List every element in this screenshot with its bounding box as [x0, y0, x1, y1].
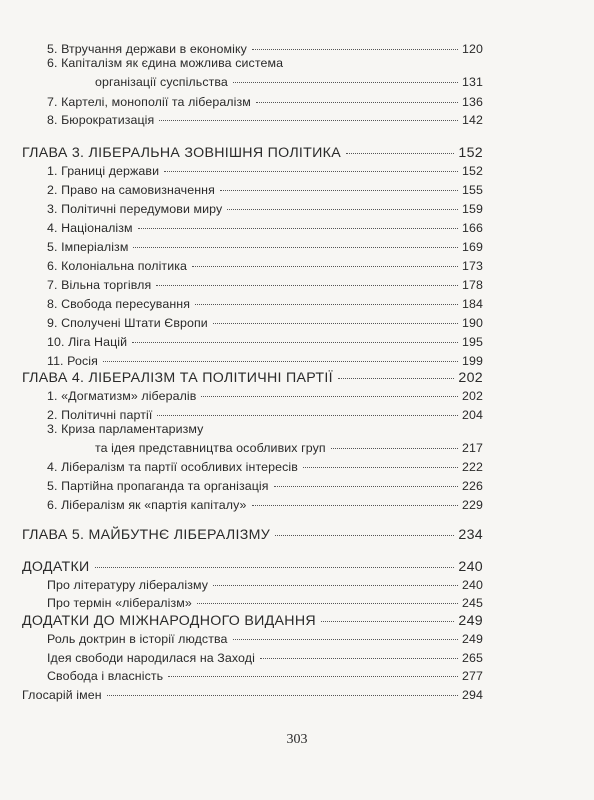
toc-title: Про літературу лібералізму: [47, 578, 209, 592]
toc-title: 3. Політичні передумови миру: [47, 202, 223, 216]
toc-title: 7. Картелі, монополії та лібералізм: [47, 95, 251, 109]
toc-page-number: 245: [462, 596, 483, 610]
dot-leader: [168, 676, 458, 677]
dot-leader: [321, 621, 455, 622]
toc-page-number: 152: [458, 145, 483, 161]
dot-leader: [138, 228, 458, 229]
toc-entry[interactable]: [47, 316, 483, 330]
dot-leader: [256, 102, 458, 103]
toc-page-number: 265: [462, 651, 483, 665]
dot-leader: [164, 171, 458, 172]
toc-entry[interactable]: [47, 578, 483, 592]
toc-title: 9. Сполучені Штати Європи: [47, 316, 208, 330]
toc-title: ГЛАВА 5. МАЙБУТНЄ ЛІБЕРАЛІЗМУ: [22, 527, 271, 543]
toc-page-number: 217: [462, 441, 483, 455]
toc-page-number: 136: [462, 95, 483, 109]
toc-title: 6. Колоніальна політика: [47, 259, 188, 273]
toc-title: та ідея представництва особливих груп: [95, 441, 326, 455]
toc-page-number: 277: [462, 669, 483, 683]
toc-title: Про термін «лібералізм»: [47, 596, 192, 610]
toc-title: ГЛАВА 3. ЛІБЕРАЛЬНА ЗОВНІШНЯ ПОЛІТИКА: [22, 145, 341, 161]
dot-leader: [95, 567, 455, 568]
toc-title: 1. «Догматизм» лібералів: [47, 389, 197, 403]
toc-title: 11. Росія: [47, 354, 98, 368]
toc-entry[interactable]: [47, 202, 483, 216]
toc-title: 7. Вільна торгівля: [47, 278, 152, 292]
dot-leader: [132, 342, 458, 343]
toc-entry[interactable]: [47, 651, 483, 665]
toc-page-number: 142: [462, 113, 483, 127]
toc-title: Глосарій імен: [22, 688, 102, 702]
dot-leader: [227, 209, 458, 210]
toc-chapter[interactable]: [22, 370, 483, 386]
toc-page-number: 152: [462, 164, 483, 178]
toc-entry-title-line1: 3. Криза парламентаризму: [47, 422, 204, 436]
toc-title: 6. Лібералізм як «партія капіталу»: [47, 498, 247, 512]
toc-entry[interactable]: [47, 164, 483, 178]
toc-title: Свобода і власність: [47, 669, 164, 683]
toc-page-number: 169: [462, 240, 483, 254]
dot-leader: [195, 304, 458, 305]
toc-title: ДОДАТКИ: [22, 559, 90, 575]
dot-leader: [157, 415, 458, 416]
toc-page-number: 155: [462, 183, 483, 197]
toc-title: 2. Право на самовизначення: [47, 183, 215, 197]
toc-entry[interactable]: [47, 408, 483, 422]
dot-leader: [159, 120, 458, 121]
dot-leader: [260, 658, 458, 659]
toc-chapter[interactable]: [22, 527, 483, 543]
toc-page-number: 240: [458, 559, 483, 575]
dot-leader: [133, 247, 458, 248]
dot-leader: [233, 639, 458, 640]
toc-entry[interactable]: [47, 221, 483, 235]
toc-chapter[interactable]: [22, 559, 483, 575]
dot-leader: [107, 695, 458, 696]
toc-title: ДОДАТКИ ДО МІЖНАРОДНОГО ВИДАННЯ: [22, 613, 316, 629]
toc-page-number: 190: [462, 316, 483, 330]
toc-entry[interactable]: [47, 95, 483, 109]
dot-leader: [213, 585, 458, 586]
toc-entry[interactable]: [47, 278, 483, 292]
dot-leader: [252, 49, 458, 50]
toc-entry[interactable]: [22, 688, 483, 702]
toc-title: 4. Лібералізм та партії особливих інтересів: [47, 460, 298, 474]
dot-leader: [275, 535, 454, 536]
toc-title: організації суспільства: [95, 75, 228, 89]
toc-page-number: 120: [462, 42, 483, 56]
toc-page-number: 249: [458, 613, 483, 629]
toc-page-number: 249: [462, 632, 483, 646]
toc-title: 5. Партійна пропаганда та організація: [47, 479, 269, 493]
dot-leader: [156, 285, 458, 286]
toc-title: 5. Втручання держави в економіку: [47, 42, 247, 56]
toc-entry[interactable]: [47, 183, 483, 197]
toc-entry[interactable]: [95, 75, 483, 89]
toc-entry[interactable]: [47, 240, 483, 254]
toc-page-number: 226: [462, 479, 483, 493]
toc-page-number: 202: [458, 370, 483, 386]
toc-entry[interactable]: [47, 479, 483, 493]
toc-page-number: 204: [462, 408, 483, 422]
toc-page-number: 294: [462, 688, 483, 702]
toc-title: 2. Політичні партії: [47, 408, 153, 422]
toc-page-number: 229: [462, 498, 483, 512]
dot-leader: [197, 603, 458, 604]
toc-page-number: 131: [462, 75, 483, 89]
toc-page-number: 195: [462, 335, 483, 349]
dot-leader: [103, 361, 458, 362]
toc-entry[interactable]: [47, 42, 483, 56]
toc-entry[interactable]: [47, 632, 483, 646]
toc-entry[interactable]: [47, 669, 483, 683]
toc-page-number: 173: [462, 259, 483, 273]
toc-page-number: 166: [462, 221, 483, 235]
dot-leader: [233, 82, 458, 83]
toc-page-number: 240: [462, 578, 483, 592]
toc-page-number: 222: [462, 460, 483, 474]
dot-leader: [303, 467, 458, 468]
toc-entry[interactable]: [47, 113, 483, 127]
toc-title: Ідея свободи народилася на Заході: [47, 651, 255, 665]
toc-page-number: 199: [462, 354, 483, 368]
dot-leader: [213, 323, 458, 324]
toc-page-number: 159: [462, 202, 483, 216]
toc-title: 8. Бюрократизація: [47, 113, 155, 127]
toc-entry[interactable]: [47, 498, 483, 512]
toc-chapter[interactable]: [22, 145, 483, 161]
dot-leader: [274, 486, 458, 487]
dot-leader: [220, 190, 458, 191]
toc-title: Роль доктрин в історії людства: [47, 632, 228, 646]
dot-leader: [201, 396, 458, 397]
dot-leader: [252, 505, 459, 506]
toc-page-number: 202: [462, 389, 483, 403]
dot-leader: [331, 448, 458, 449]
toc-title: 1. Границі держави: [47, 164, 160, 178]
toc-entry-title-line1: 6. Капіталізм як єдина можлива система: [47, 56, 284, 70]
toc-page-number: 178: [462, 278, 483, 292]
dot-leader: [346, 153, 454, 154]
toc-title: 10. Ліга Націй: [47, 335, 128, 349]
toc-entry[interactable]: [47, 354, 483, 368]
toc-page-number: 184: [462, 297, 483, 311]
toc-entry[interactable]: [47, 460, 483, 474]
toc-title: 5. Імперіалізм: [47, 240, 129, 254]
toc-title: ГЛАВА 4. ЛІБЕРАЛІЗМ ТА ПОЛІТИЧНІ ПАРТІЇ: [22, 370, 333, 386]
dot-leader: [192, 266, 458, 267]
toc-page-number: 234: [458, 527, 483, 543]
toc-entry[interactable]: [47, 389, 483, 403]
toc-entry[interactable]: [95, 441, 483, 455]
page-number: 303: [286, 732, 308, 747]
toc-entry[interactable]: [47, 259, 483, 273]
toc-title: 4. Націоналізм: [47, 221, 133, 235]
toc-chapter[interactable]: [22, 613, 483, 629]
dot-leader: [338, 378, 455, 379]
toc-entry[interactable]: [47, 596, 483, 610]
toc-entry[interactable]: [47, 335, 483, 349]
toc-title: 8. Свобода пересування: [47, 297, 191, 311]
toc-entry[interactable]: [47, 297, 483, 311]
